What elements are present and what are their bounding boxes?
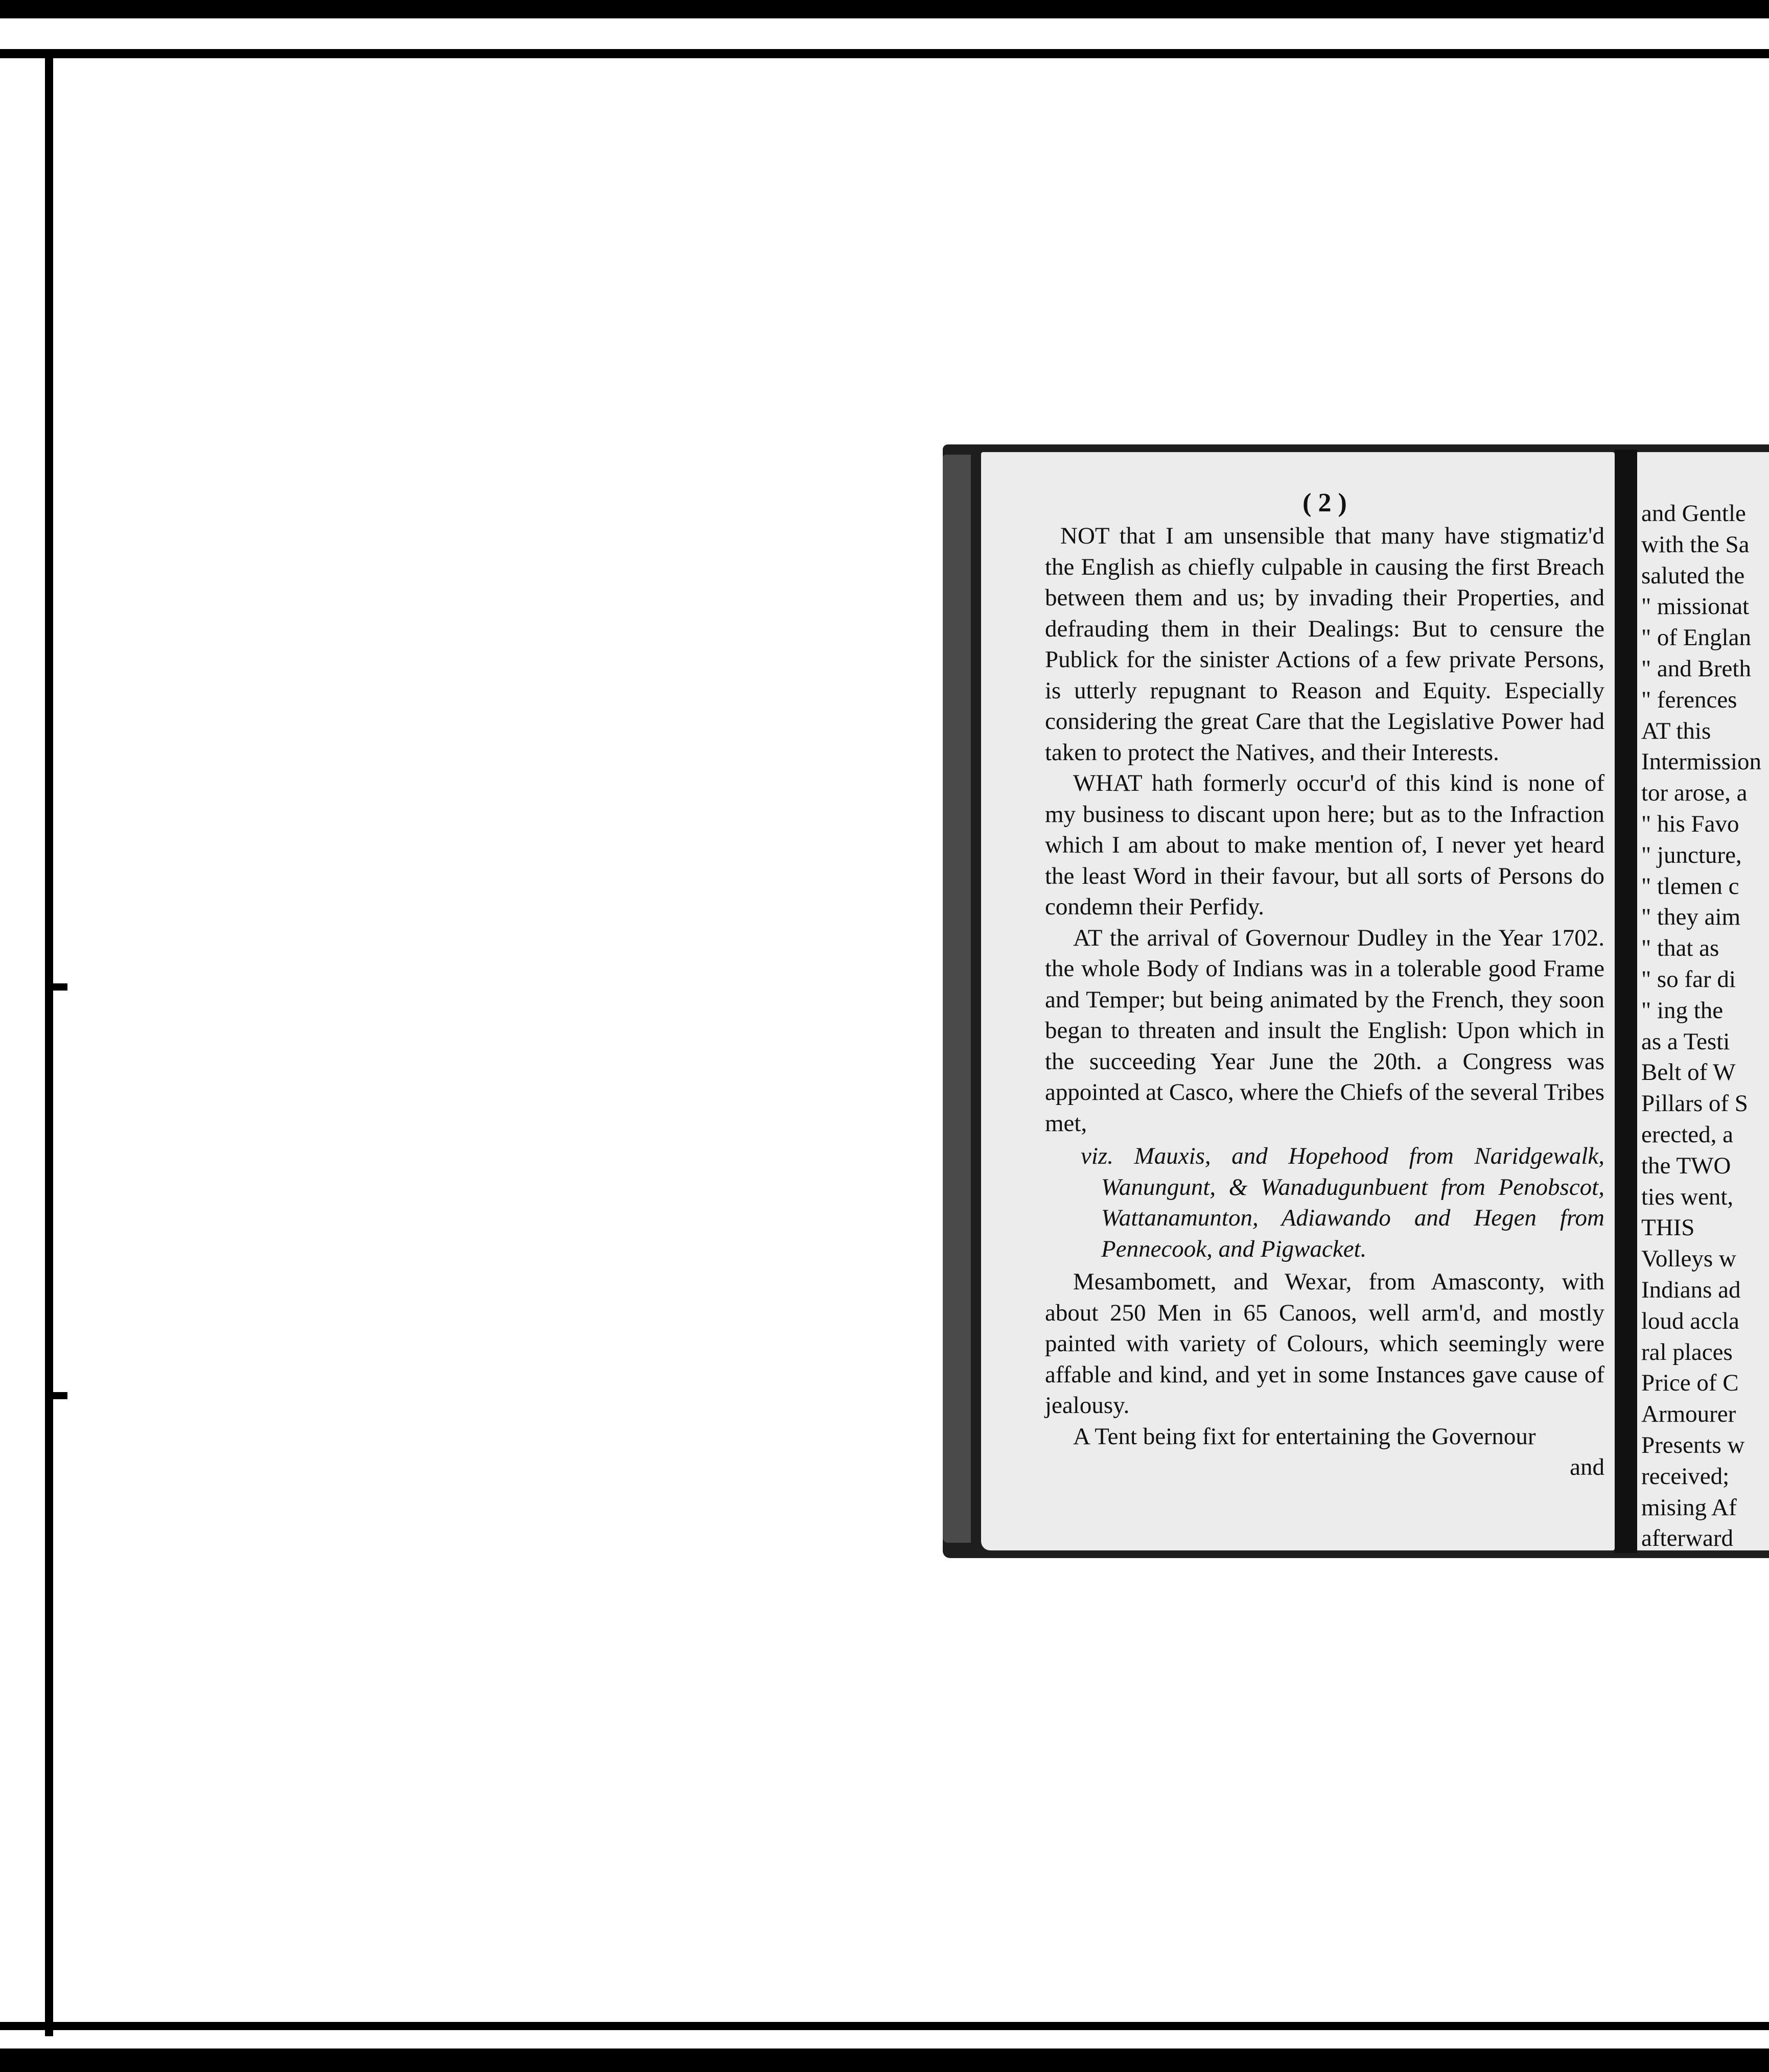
text-line: received; [1641, 1463, 1730, 1490]
frame-bottom-border [0, 2022, 1769, 2030]
frame-tick-mark [53, 983, 67, 991]
text-line: the TWO [1641, 1152, 1731, 1179]
text-line: " that as [1641, 935, 1719, 962]
text-line: Armourer [1641, 1401, 1736, 1428]
text-line: " of Englan [1641, 624, 1751, 651]
text-line: Presents w [1641, 1431, 1745, 1458]
text-line: THIS [1641, 1214, 1695, 1241]
text-line: tor arose, a [1641, 780, 1748, 807]
text-line: Belt of W [1641, 1059, 1736, 1086]
text-line: as a Testi [1641, 1028, 1730, 1055]
text-line: afterward [1641, 1525, 1734, 1552]
catchword: and [1570, 1454, 1604, 1480]
text-line: loud accla [1641, 1307, 1739, 1334]
paragraph: NOT that I am unsensible that many have stigmatiz'd the English as chiefly culpable in causing the first Breach between them and us; by invading their Properties, and defrauding them in their Dealings: But to censure the Publick for the sinister Actions of a few private Persons, is utterly repugnant to Reason and Equity. Especially considering the great Care that the Legislative Power had taken to protect the Natives, and their Interests. [1045, 523, 1604, 766]
text-line: " his Favo [1641, 810, 1739, 837]
frame-top-bar [0, 0, 1769, 18]
text-line: " they aim [1641, 904, 1741, 931]
text-line: " missionat [1641, 593, 1750, 620]
chiefs-list: viz. Mauxis, and Hopehood from Naridgewalk, Wanungunt, & Wanadugunbuent from Penobscot, Wattanamunton, Adiawando and Hegen from Pennecook, and Pigwacket. [1081, 1143, 1604, 1262]
text-line: " ferences [1641, 686, 1737, 713]
page-number: ( 2 ) [1302, 488, 1347, 517]
paragraph: A Tent being fixt for entertaining the Governour [1073, 1423, 1536, 1450]
right-page-text [1641, 498, 1769, 1554]
text-line: with the Sa [1641, 531, 1750, 558]
text-line: ral places [1641, 1338, 1733, 1365]
paragraph: Mesambomett, and Wexar, from Amasconty, with about 250 Men in 65 Canoos, well arm'd, and mostly painted with variety of Colours, which seemingly were affable and kind, and yet in some Instances gave cause of jealousy. [1045, 1268, 1604, 1419]
frame-left-border [45, 49, 53, 2036]
frame-bottom-bar [0, 2049, 1769, 2072]
text-line: mising Af [1641, 1494, 1737, 1521]
book-edge [943, 455, 971, 1543]
left-page-text [1045, 488, 1604, 1483]
text-line: " so far di [1641, 966, 1736, 993]
text-line: and Gentle [1641, 500, 1746, 527]
text-line: Price of C [1641, 1370, 1739, 1397]
text-line: AT this [1641, 717, 1711, 744]
text-line: " tlemen c [1641, 873, 1739, 900]
text-line: Indians ad [1641, 1276, 1741, 1303]
text-line: " and Breth [1641, 655, 1751, 682]
text-line: ties went, [1641, 1183, 1734, 1210]
text-line: Pillars of S [1641, 1090, 1748, 1117]
paragraph: AT the arrival of Governour Dudley in the Year 1702. the whole Body of Indians was in a tolerable good Frame and Temper; but being animated by the French, they soon began to threaten and insult the English: Upon which in the succeeding Year June the 20th. a Congress was appointed at Casco, where the Chiefs of the several Tribes met, [1045, 924, 1604, 1137]
book-gutter [1615, 450, 1637, 1553]
text-line: erected, a [1641, 1121, 1734, 1148]
text-line: " juncture, [1641, 841, 1742, 868]
text-line: saluted the [1641, 562, 1745, 589]
text-line: Volleys w [1641, 1245, 1736, 1273]
frame-top-border [0, 49, 1769, 58]
text-line: Intermission [1641, 748, 1761, 775]
text-line: " ing the [1641, 997, 1724, 1024]
frame-tick-mark [53, 1392, 67, 1399]
paragraph: WHAT hath formerly occur'd of this kind is none of my business to discant upon here; but as to the Infraction which I am about to make mention of, I never yet heard the least Word in their favour, but all sorts of Persons do condemn their Perfidy. [1045, 770, 1604, 920]
